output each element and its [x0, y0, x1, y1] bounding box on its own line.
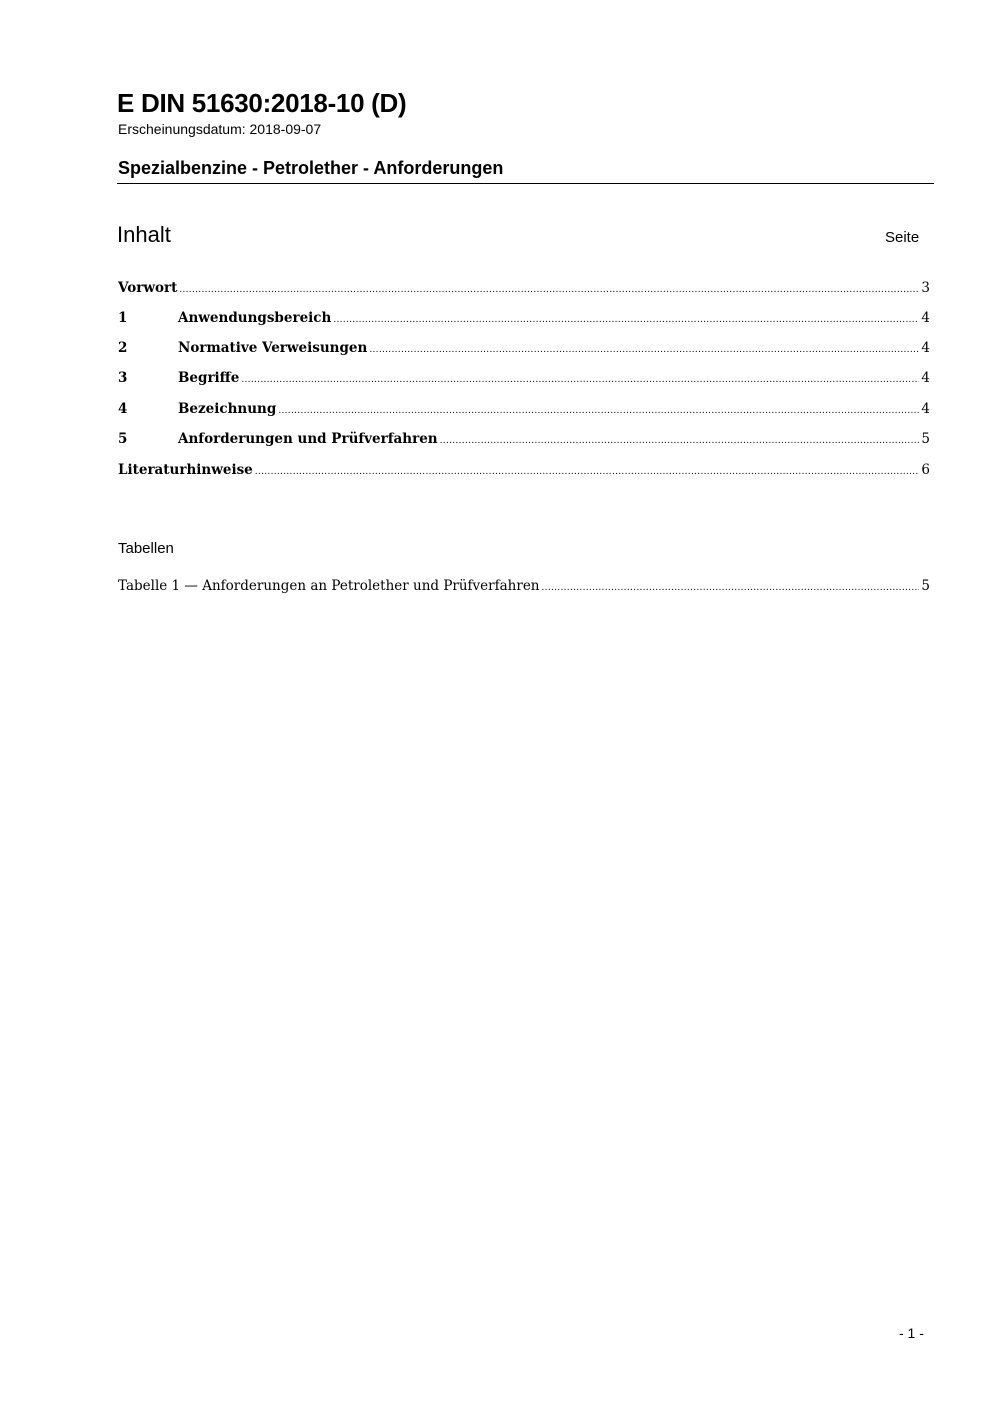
toc-leader-dots	[440, 436, 920, 446]
toc-entry[interactable]	[118, 401, 930, 421]
toc-entry-label: Anforderungen und Prüfverfahren	[178, 431, 438, 447]
page-column-label: Seite	[885, 229, 920, 246]
toc-leader-dots	[241, 375, 919, 385]
table-entry-page: 5	[921, 578, 930, 594]
toc-heading: Inhalt	[117, 222, 171, 247]
toc-entry[interactable]	[118, 462, 930, 482]
toc-entry-number: 4	[118, 401, 128, 417]
toc-entry-page: 3	[921, 280, 930, 296]
toc-entry[interactable]	[118, 340, 930, 360]
toc-entry-page: 4	[921, 370, 930, 386]
toc-entry-page: 4	[921, 310, 930, 326]
toc-leader-dots	[542, 583, 920, 593]
toc-entry-page: 4	[921, 401, 930, 417]
table-entry-label: Tabelle 1 — Anforderungen an Petrolether und Prüfverfahren	[118, 578, 540, 594]
toc-entry-label: Vorwort	[118, 280, 178, 296]
toc-entry-page: 6	[921, 462, 930, 478]
toc-entry-number: 5	[118, 431, 128, 447]
toc-entry[interactable]	[118, 431, 930, 451]
toc-entry-label: Bezeichnung	[178, 401, 277, 417]
toc-leader-dots	[278, 406, 919, 416]
document-title: E DIN 51630:2018-10 (D)	[117, 88, 407, 118]
toc-entry-number: 3	[118, 370, 128, 386]
toc-entry[interactable]	[118, 310, 930, 330]
toc-entry[interactable]	[118, 280, 930, 300]
toc-entry-label: Literaturhinweise	[118, 462, 253, 478]
toc-leader-dots	[255, 467, 920, 477]
toc-leader-dots	[179, 285, 919, 295]
table-list-entry[interactable]	[118, 578, 930, 598]
toc-entry-label: Begriffe	[178, 370, 240, 386]
toc-entry-label: Anwendungsbereich	[178, 310, 332, 326]
toc-entry-label: Normative Verweisungen	[178, 340, 368, 356]
toc-entry[interactable]	[118, 370, 930, 390]
toc-leader-dots	[333, 315, 919, 325]
document-subject: Spezialbenzine - Petrolether - Anforderungen	[118, 158, 504, 178]
toc-entry-page: 5	[921, 431, 930, 447]
toc-entry-page: 4	[921, 340, 930, 356]
toc-entry-number: 2	[118, 340, 128, 356]
toc-leader-dots	[369, 345, 919, 355]
page-number: - 1 -	[899, 1325, 924, 1341]
header-divider	[117, 183, 934, 184]
tables-heading: Tabellen	[118, 540, 174, 557]
toc-entry-number: 1	[118, 310, 128, 326]
publication-date: Erscheinungsdatum: 2018-09-07	[118, 121, 322, 137]
